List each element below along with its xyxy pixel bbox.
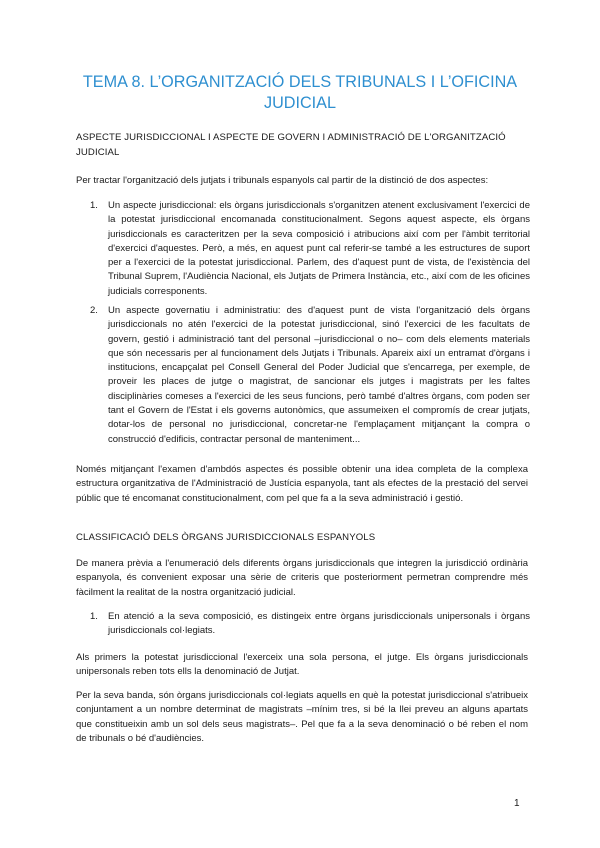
page-number: 1	[514, 798, 520, 809]
list-item-governance-aspect	[90, 304, 530, 447]
section-heading-jurisdictional-aspects: ASPECTE JURISDICCIONAL I ASPECTE DE GOVERN I ADMINISTRACIÓ DE L'ORGANITZACIÓ JUDICIAL	[76, 132, 506, 158]
section2-paragraph-unipersonal: Als primers la potestat jurisdiccional l'exerceix una sola persona, el jutge. Els òrgans jurisdiccionals unipersonals reben tots ells la denominació de Jutjat.	[76, 652, 528, 678]
list-item-text: En atenció a la seva composició, es distingeix entre òrgans jurisdiccionals unipersonals i òrgans jurisdiccionals col·legiats.	[108, 611, 530, 637]
list-item-text: Un aspecte jurisdiccional: els òrgans jurisdiccionals s'organitzen atenent exclusivament l'exercici de la potestat jurisdiccional encomanada constitucionalment. Segons aquest aspecte, els òrgans jurisdiccionals es caracteritzen per la seva composició i atribucions així com per l'àmbit territorial d'exercici d'aquestes. Però, a més, en aquest punt cal referir-se també a les estructures de suport per a l'exercici de la potestat jurisdiccional. Parlem, des d'aquest punt de vista, de l'existència del Tribunal Suprem, l'Audiència Nacional, els Jutjats de Primera Instància, etc., així com de les oficines judicials corresponents.	[108, 200, 530, 297]
page-title: TEMA 8. L’ORGANITZACIÓ DELS TRIBUNALS I L’OFICINA JUDICIAL	[82, 73, 518, 112]
section1-intro: Per tractar l'organització dels jutjats i tribunals espanyols cal partir de la distinció de dos aspectes:	[76, 175, 489, 186]
section2-intro: De manera prèvia a l'enumeració dels diferents òrgans jurisdiccionals que integren la jurisdicció ordinària espanyola, és convenient exposar una sèrie de criteris que posteriorment permetran comprendre més fàcilment la realitat de la nostra organització judicial.	[76, 558, 528, 598]
section2-paragraph-collegiate: Per la seva banda, són òrgans jurisdiccionals col·legiats aquells en què la potestat jurisdiccional s'atribueix conjuntament a un nombre determinat de magistrats –mínim tres, si bé la llei preveu an alguns apartats que constitueixin amb un sol dels seus magistrats–. Pel que fa a la seva denominació o bé reben el nom de tribunals o bé d'audiències.	[76, 690, 528, 744]
section-heading-classification: CLASSIFICACIÓ DELS ÒRGANS JURISDICCIONALS ESPANYOLS	[76, 532, 376, 543]
section1-closing: Només mitjançant l'examen d'ambdós aspectes és possible obtenir una idea completa de la complexa estructura organitzativa de l'Administració de Justícia espanyola, tant als efectes de la prestació del servei públic que té encomanat constitucionalment, com pel que fa a la seva administració i gestió.	[76, 464, 528, 504]
list-item-number: 1.	[90, 611, 98, 622]
list-item-text: Un aspecte governatiu i administratiu: des d'aquest punt de vista l'organització dels òrgans jurisdiccionals no atén l'exercici de la potestat jurisdiccional, sinó l'exercici de les facultats de govern, gestió i administració tant del personal –jurisdiccional o no– com dels elements materials que són necessaris per al funcionament dels Jutjats i Tribunals. Apareix així un entramat d'òrgans i institucions, encapçalat pel Consell General del Poder Judicial que s'encarrega, per exemple, de proveir les places de jutge o magistrat, de sancionar els jutges i magistrats per les faltes disciplinàries comeses a l'exercici de les seus funcions, però també d'altres òrgans, com poden ser tant el Govern de l'Estat i els governs autonòmics, que assumeixen el compromís de crear jutjats, dotar-los de personal no jurisdiccional, concretar-ne l'emplaçament mitjançant la compra o construcció d'edificis, contractar personal de manteniment...	[108, 305, 530, 445]
list-item-composition	[90, 610, 530, 639]
list-item-jurisdictional-aspect	[90, 199, 530, 299]
list-item-number: 2.	[90, 305, 98, 316]
list-item-number: 1.	[90, 200, 98, 211]
